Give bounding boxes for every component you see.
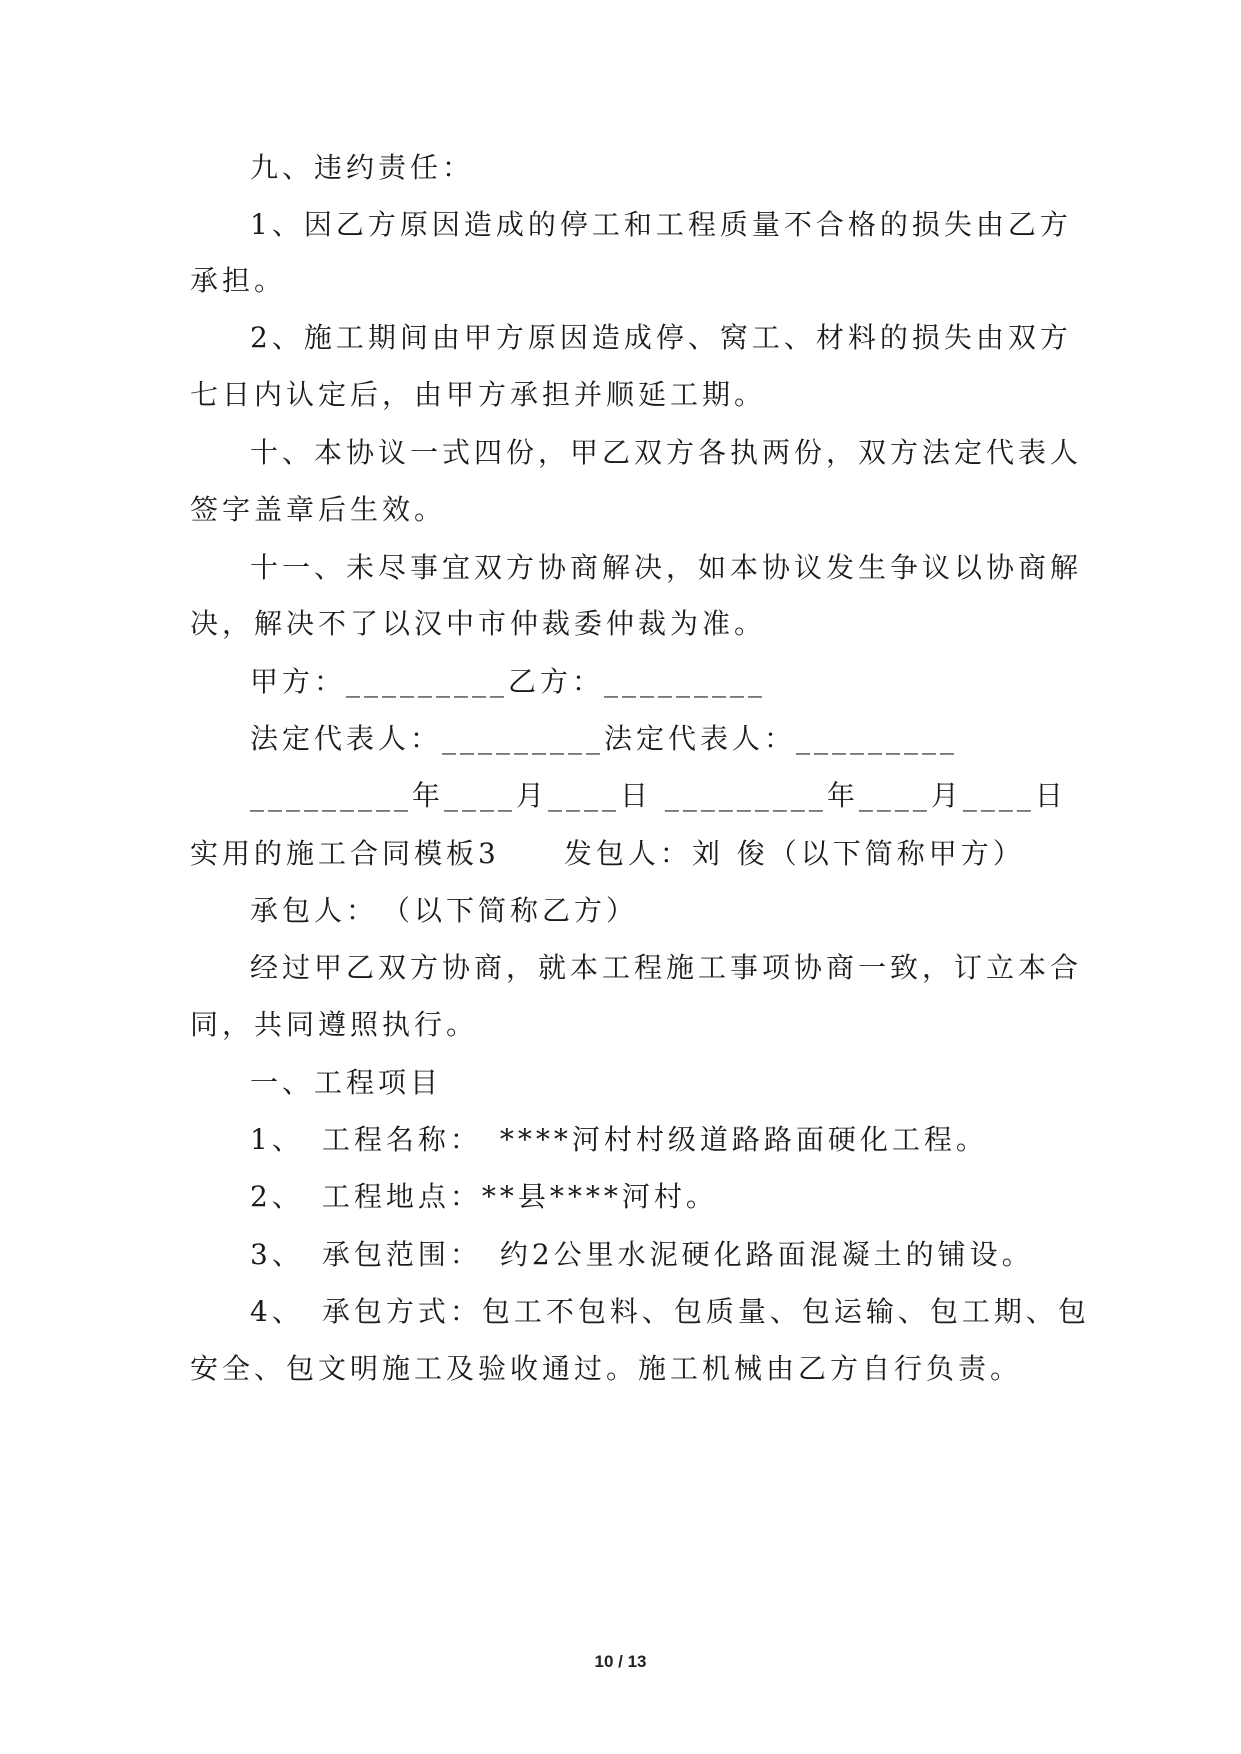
clause-11-cont: 决，解决不了以汉中市仲裁委仲裁为准。 xyxy=(190,607,767,640)
signature-dates: _________年____月____日 _________年____月____日 xyxy=(250,779,1067,812)
clause-9-item-2-cont: 七日内认定后，由甲方承担并顺延工期。 xyxy=(190,378,767,411)
clause-9-item-2: 2、施工期间由甲方原因造成停、窝工、材料的损失由双方 xyxy=(250,321,1072,354)
clause-10: 十、本协议一式四份，甲乙双方各执两份，双方法定代表人 xyxy=(250,436,1083,469)
preamble: 经过甲乙双方协商，就本工程施工事项协商一致，订立本合 xyxy=(250,951,1083,984)
clause-9-heading: 九、违约责任： xyxy=(250,151,475,184)
contract-method-cont: 安全、包文明施工及验收通过。施工机械由乙方自行负责。 xyxy=(190,1352,1023,1385)
preamble-cont: 同，共同遵照执行。 xyxy=(190,1008,479,1041)
contract-method: 4、 承包方式：包工不包料、包质量、包运输、包工期、包 xyxy=(250,1295,1090,1328)
project-location: 2、 工程地点：**县****河村。 xyxy=(250,1180,718,1213)
project-name: 1、 工程名称： ****河村村级道路路面硬化工程。 xyxy=(250,1123,988,1156)
signature-parties: 甲方：_________乙方：_________ xyxy=(250,665,767,698)
section-1-heading: 一、工程项目 xyxy=(250,1066,443,1099)
template-title-line: 实用的施工合同模板3 发包人：刘 俊（以下简称甲方） xyxy=(190,837,1025,870)
page-number: 10 / 13 xyxy=(594,1652,647,1671)
clause-9-item-1-cont: 承担。 xyxy=(190,264,287,297)
clause-9-item-1: 1、因乙方原因造成的停工和工程质量不合格的损失由乙方 xyxy=(250,208,1072,241)
signature-representatives: 法定代表人：_________法定代表人：_________ xyxy=(250,722,959,755)
contractor-line: 承包人： （以下简称乙方） xyxy=(250,894,639,927)
clause-10-cont: 签字盖章后生效。 xyxy=(190,493,447,526)
clause-11: 十一、未尽事宜双方协商解决，如本协议发生争议以协商解 xyxy=(250,551,1083,584)
contract-scope: 3、 承包范围： 约2公里水泥硬化路面混凝土的铺设。 xyxy=(250,1238,1034,1271)
